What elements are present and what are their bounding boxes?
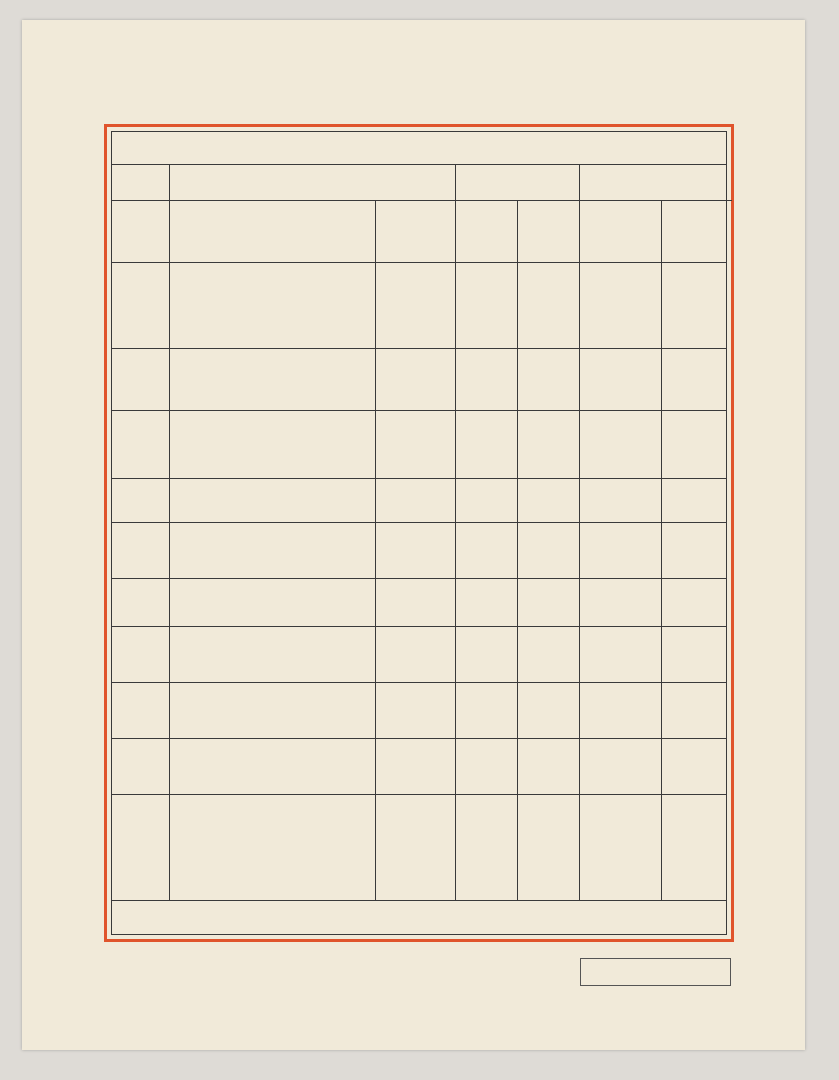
month-row [112, 627, 726, 683]
liturgy-cell [662, 579, 732, 626]
bible-history-cell [170, 479, 376, 522]
liturgy-cell [662, 349, 732, 410]
catechism-cell-a [456, 349, 518, 410]
catechism-cell-b [518, 795, 580, 900]
month-label [112, 795, 170, 900]
strekking-cell [376, 411, 456, 478]
liturgy-cell [662, 201, 732, 262]
bible-history-cell [170, 523, 376, 578]
religious-life-cell [580, 263, 662, 348]
strekking-cell [376, 479, 456, 522]
liturgy-cell [662, 627, 732, 682]
bible-history-cell [170, 201, 376, 262]
religious-life-cell [580, 739, 662, 794]
month-row [112, 523, 726, 579]
strekking-cell [376, 263, 456, 348]
header-catechism-label [456, 165, 579, 175]
catechism-cell-a [456, 579, 518, 626]
month-label [112, 579, 170, 626]
liturgy-cell [662, 683, 732, 738]
month-row [112, 201, 726, 263]
month-label [112, 523, 170, 578]
catechism-cell-b [518, 201, 580, 262]
catechism-cell-a [456, 683, 518, 738]
bible-history-cell [170, 795, 376, 900]
liturgy-cell [662, 479, 732, 522]
religious-life-cell [580, 411, 662, 478]
bible-history-cell [170, 683, 376, 738]
catechism-cell-b [518, 627, 580, 682]
header-life-label [580, 165, 732, 168]
month-label [112, 411, 170, 478]
catechism-cell-b [518, 479, 580, 522]
liturgy-cell [662, 411, 732, 478]
catechism-cell-a [456, 627, 518, 682]
religious-life-cell [580, 683, 662, 738]
month-label [112, 201, 170, 262]
catechism-cell-a [456, 795, 518, 900]
bible-history-cell [170, 349, 376, 410]
strekking-cell [376, 201, 456, 262]
religious-life-cell [580, 201, 662, 262]
strekking-cell [376, 795, 456, 900]
catechism-cell-b [518, 263, 580, 348]
month-label [112, 349, 170, 410]
month-label [112, 263, 170, 348]
catechism-cell-a [456, 523, 518, 578]
bible-history-cell [170, 627, 376, 682]
catechism-cell-a [456, 739, 518, 794]
religious-life-cell [580, 479, 662, 522]
strekking-cell [376, 683, 456, 738]
religious-life-cell [580, 523, 662, 578]
month-row [112, 739, 726, 795]
month-row [112, 349, 726, 411]
curriculum-frame [104, 124, 734, 942]
catechism-cell-b [518, 579, 580, 626]
liturgy-cell [662, 263, 732, 348]
bible-history-cell [170, 739, 376, 794]
bible-history-cell [170, 411, 376, 478]
bible-history-cell [170, 579, 376, 626]
strekking-cell [376, 523, 456, 578]
approval-stamp [580, 958, 731, 986]
catechism-cell-a [456, 201, 518, 262]
catechism-cell-b [518, 523, 580, 578]
header-year [112, 165, 170, 201]
header-bible [170, 165, 456, 201]
header-catechism [456, 165, 580, 201]
month-row [112, 263, 726, 349]
bible-history-cell [170, 263, 376, 348]
catechism-cell-b [518, 683, 580, 738]
strekking-cell [376, 349, 456, 410]
religious-life-cell [580, 349, 662, 410]
strekking-cell [376, 739, 456, 794]
month-row [112, 795, 726, 901]
catechism-cell-b [518, 349, 580, 410]
month-label [112, 479, 170, 522]
poster-title [112, 140, 726, 162]
month-row [112, 411, 726, 479]
catechism-cell-b [518, 739, 580, 794]
strekking-cell [376, 627, 456, 682]
liturgy-cell [662, 739, 732, 794]
curriculum-inner [111, 131, 727, 935]
catechism-cell-a [456, 263, 518, 348]
month-row [112, 479, 726, 523]
catechism-cell-b [518, 411, 580, 478]
liturgy-cell [662, 795, 732, 900]
liturgy-cell [662, 523, 732, 578]
month-row [112, 579, 726, 627]
catechism-cell-a [456, 411, 518, 478]
curriculum-grid [112, 164, 726, 934]
header-life [580, 165, 732, 201]
header-bible-label [170, 165, 455, 175]
religious-life-cell [580, 795, 662, 900]
strekking-cell [376, 579, 456, 626]
religious-life-cell [580, 627, 662, 682]
month-row [112, 683, 726, 739]
month-label [112, 683, 170, 738]
catechism-cell-a [456, 479, 518, 522]
religious-life-cell [580, 579, 662, 626]
month-label [112, 739, 170, 794]
month-label [112, 627, 170, 682]
